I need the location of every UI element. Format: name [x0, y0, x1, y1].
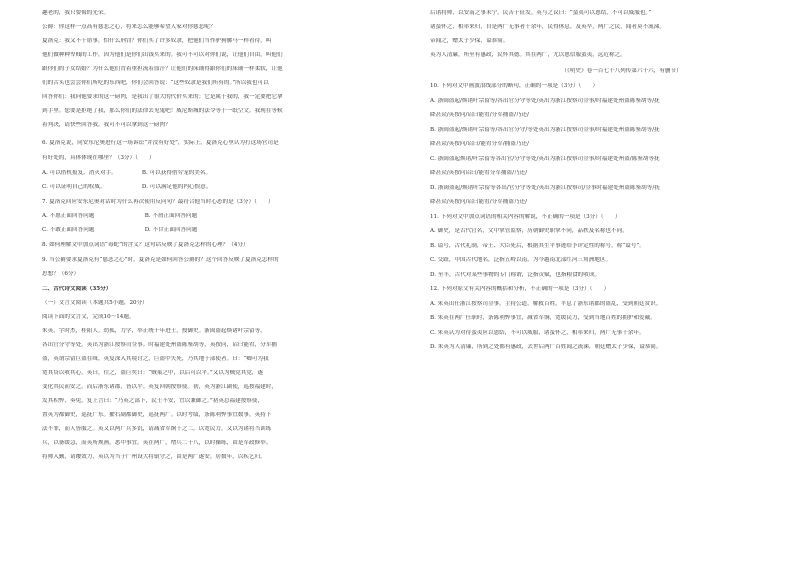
text-line: （《明史》卷一百七十八列传第六十六，有删节） — [430, 68, 682, 74]
text-line: 盗，英谓宗留巨盗在缉，英复深入其境讨之，巨盗中矢死，乃其地于部使者。曰：“卿可为我 — [42, 356, 269, 362]
text-line: 到手里。您要是拒绝了我，那么你们的法律去见鬼吧！威尼斯城的法令等于一纸空文。我现在等候 — [42, 108, 283, 114]
text-line: （一）文言文阅读（本题共5小题，20分） — [42, 300, 148, 306]
text-line: 回答你们：我向他要求的这一磅肉，是我出了很大的代价买来的；它是属于我的，我一定要把它拿 — [42, 94, 283, 100]
text-line: 7. 夏洛克回应安东尼奥对话时为什么再次使用反问句？最符合他当时心态的是（3分）（ ） — [42, 199, 274, 205]
text-line: 降甚众/英按问/诏曰/能宥分军/捕盗乃还/ — [430, 141, 529, 147]
text-line: 朱英，字时杰，桂阳人。幼孤，力学，举正统十年进士，授御史。浙闽盗起焕诸叶宗留等， — [42, 328, 266, 334]
text-line: 置英为都御史，巡抚广东。擢右副都御史，巡抚两广。以时考绩，条陈利弊事宜数事，英持下 — [42, 412, 272, 418]
text-line: 各出官分守等处，英出为浙江按察司佥事。时福建处州盗陈鉴胡等，英按问，诏曰能宥，分军捕 — [42, 342, 277, 348]
text-line: 公爵：你这样一点高有慈悲之心，将来怎么能够希望人家对你慈悲呢？ — [42, 24, 216, 30]
text-line: 降甚众/英按问/诏曰能宥/分军捕盗/乃还/ — [430, 112, 529, 118]
text-line: 变化其民而安之，而后浙东诸郡，皆以平。英复回朝按察使。初，英为浙江副使，巡按福建时， — [42, 384, 277, 390]
text-line: 他们做种种卑贱的工作，因为他们是你们出钱买来的。我可不可以对你们说，让他们自由，叫他们 — [42, 52, 283, 58]
text-line: 二、古代诗文阅读（35分） — [42, 286, 112, 292]
text-line: 有好处的，具体体现在哪里？（3分）（ ） — [42, 155, 155, 161]
text-line: 思想？（6分） — [42, 271, 80, 277]
text-line: C. 不敢正面回答问题 D. 不甘正面回答问题 — [42, 227, 198, 233]
text-line: 发其积弊，奏免。复上言曰：“乃英之部下，民士不安，宜以兼御之。”初英总福建按察使， — [42, 398, 264, 404]
text-line: 后诸将帅，以安南之事未宁，民苦于征发。英与之议曰：“蛮夷可以恩结，不可以威服也。” — [430, 10, 652, 16]
text-line: 阅读下面的文言文，完成10～14题。 — [42, 314, 135, 320]
text-line: D. 浙闽盗起/焕诸叶宗留等各出/官分守等处/英出为浙江按察司/佥事时福建处州盗陈鉴胡等/抚 — [430, 185, 660, 191]
text-line: 将帅入觐，请缨效力，英以为当于广州设大将镇守之，由是两广遂安。居数年，以疾乞归。 — [42, 454, 266, 460]
text-line: B. 谥号，古代礼制，帝王、大臣死后，根据其生平事迹给予评定性的称号，称“谥号”。 — [430, 243, 645, 249]
text-line: 降甚众/英按问诏曰/能宥分军捕盗/乃还/ — [430, 170, 528, 176]
text-line: D. 朱英为人清廉，所到之处都有惠政，去世后两广百姓闻之流涕，朝廷赠太子少保，谥恭简。 — [430, 344, 662, 350]
text-line: 夏洛克：我又不干错事，怕什么刑罚？你们买了许多奴隶，把他们当作驴狗骡马一样看待，叫 — [42, 38, 272, 44]
text-line: 帝闻之，赠太子少保，谥恭简。 — [430, 38, 509, 44]
text-line: A. 浙闽盗起/焕诸叶宗留等/各出官分守等处/英出为浙江按察司佥事/时福建处州盗陈鉴胡等/抚 — [430, 98, 660, 104]
text-line: 降甚众/英按问/诏曰能宥/分军捕盗乃还/ — [430, 199, 528, 205]
text-line: C. 可以证明自己的权威。 D. 可以满足他的内心恨意。 — [42, 184, 212, 190]
text-line: 英为人清廉，所至有惠政，民怀其德。其在两广，尤以恩信服蛮夷，远近称之。 — [430, 52, 626, 58]
text-line: 跟你们的子女结婚？为什么他们背着重担流着血汗？让他们的床铺得跟你们的床铺一样柔软，让他 — [42, 66, 283, 72]
text-line: B. 朱英在两广任职时，条陈利弊事宜，减省军饷，宽缓民力，受到当地百姓的拥护和爱戴。 — [430, 315, 656, 321]
text-line: A. 御史，是古代官名，文中掌管监察，历朝御史职掌不同，品秩及名称也不同。 — [430, 228, 628, 234]
text-line: 11. 下列对文中加点词语的相关内容的解说，不正确的一项是（3分）（ ） — [430, 214, 621, 220]
text-line: C. 朱英认为对待蛮夷应以恩结，不可以威服，诸蛮怀之，相率来归，两广无事十余年。 — [430, 330, 645, 336]
text-line: A. 不愿正面回答问题 B. 不屑正面回答问题 — [42, 213, 198, 219]
text-line: 8. 如何理解文中加点词语“毒蛇”的含义？这句话反映了夏洛克怎样的心理？（4分） — [42, 242, 249, 248]
text-line: 10. 下列对文中画波浪线部分的断句，正确的一项是（3分）（ ） — [430, 83, 599, 89]
text-line: 法不罪，而人皆服之。英又以两广兵多饥，请减省军饷十之二，以宽民力。又以为诸将当训练 — [42, 426, 272, 432]
text-line: A. 朱英出任浙江按察司佥事，主持公道，解救百姓，平息了浙东诸郡的盗乱，受到朝廷赏识。 — [430, 301, 662, 307]
text-line: 们的舌头也尝尝你们所吃的东西吧，你们会回答说：“这些奴隶是我们所有的。”所以我也可以 — [42, 80, 269, 86]
text-line: B. 浙闽盗起/焕诸叶宗留等/各出官分守/等处英出为浙江按察司佥事/时福建处州盗陈鉴胡等/抚 — [430, 127, 660, 133]
text-line: 趣老的，我只要侮的光荣。 — [42, 10, 110, 16]
text-line: 诸蛮怀之，相率来归，自是两广无事者十余年，民得休息。及英卒，两广之民，闻者莫不流涕。 — [430, 24, 665, 30]
text-line: A. 可以借机报复，消灭对手。 B. 可以获得借穷宠的美名。 — [42, 170, 212, 176]
text-line: 9. 当公爵要求夏洛克有“慈悲之心”时，夏洛克是如何回答公爵的？这个回答反映了夏洛克怎样的 — [42, 257, 279, 263]
text-line: C. 浙闽盗起焕诸/叶宗留等各出官/分守等处/英出为浙江按察司佥事/时福建处州盗/陈鉴胡等抚 — [430, 156, 660, 162]
text-line: 12. 下列对原文有关内容的概括和分析，不正确的一项是（3分）（ ） — [430, 286, 610, 292]
text-line: D. 至丰，古代对某些事物的专门称谓，泛指贡赋，也指粮食的收成。 — [430, 272, 601, 278]
text-line: 宽其贷以收其心，英曰，往之，盗巨矣曰：“贼巢之中，以后可以平。”又以为贼党其党，遂 — [42, 370, 264, 376]
text-line: C. 交趾，中国古代地名，泛指五岭以南，为今越南北部红河三角洲地区。 — [430, 257, 612, 263]
text-line: 兵，以备缓急，而英所规画，悉中事宜。英在两广，增兵二十八，以时操练，由是军政修举。 — [42, 440, 272, 446]
text-line: 着判决，请快些回答我，我可不可以拿到这一磅肉？ — [42, 122, 171, 128]
text-line: 6. 夏洛克说，同安东尼奥进行这一场诉讼“并没有好处”，实际上，夏洛克心里认为打这场官司是 — [42, 140, 279, 146]
